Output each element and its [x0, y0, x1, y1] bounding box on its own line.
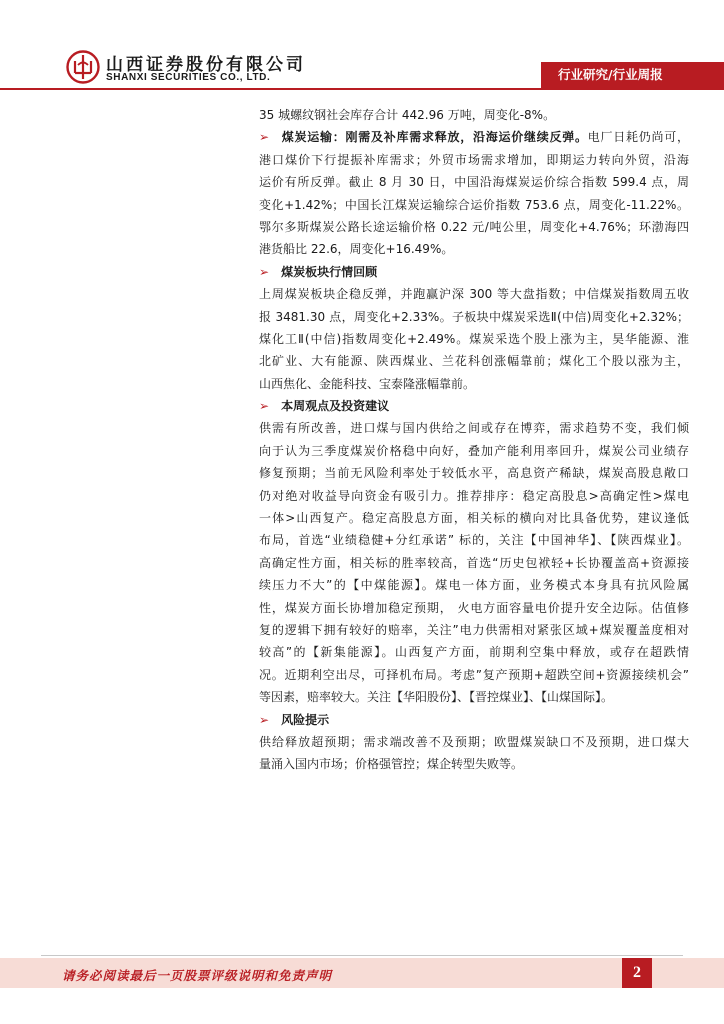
text-line: [259, 373, 689, 395]
text-line: [259, 529, 689, 551]
line-text: 高确定性方面，相关标的胜率较高，首选“历史包袱轻+长协覆盖高+资源接: [259, 555, 689, 570]
line-text: 报 3481.30 点，周变化+2.33%。子板块中煤炭采选Ⅱ(中信)周变化+2.32%；: [259, 309, 689, 324]
heading-text: 本周观点及投资建议: [281, 399, 390, 414]
bullet-arrow-icon: ➢: [259, 264, 270, 279]
line-text: 供给释放超预期；需求端改善不及预期；欧盟煤炭缺口不及预期，进口煤大: [259, 734, 689, 749]
company-name-en: SHANXI SECURITIES CO., LTD.: [106, 72, 271, 83]
line-text: 山西焦化、金能科技、宝泰隆涨幅靠前。: [259, 376, 476, 391]
text-line: [259, 753, 689, 775]
line-text: 性，煤炭方面长协增加稳定预期， 火电方面容量电价提升安全边际。估值修: [259, 600, 689, 615]
line-text: 北矿业、大有能源、陕西煤业、兰花科创涨幅靠前；煤化工个股以涨为主，: [259, 354, 689, 369]
text-line: [259, 417, 689, 439]
line-text: 复的逻辑下拥有较好的赔率，关注”电力供需相对紧张区域+煤炭覆盖度相对: [259, 622, 689, 637]
line-text: 布局，首选“业绩稳健+分红承诺” 标的，关注【中国神华】、【陕西煤业】。: [259, 533, 689, 548]
text-line: [259, 238, 689, 260]
section-heading: [259, 395, 689, 417]
text-line: [259, 597, 689, 619]
text-line: [259, 485, 689, 507]
footer-divider: [41, 955, 683, 956]
text-line: [259, 619, 689, 641]
header-divider: [0, 88, 724, 90]
bullet-arrow-icon: ➢: [259, 130, 270, 145]
text-line: [259, 126, 689, 148]
heading-text: 风险提示: [281, 712, 330, 727]
text-line: [259, 574, 689, 596]
text-line: [259, 216, 689, 238]
company-name-cn: 山西证券股份有限公司: [106, 55, 306, 75]
text-line: [259, 462, 689, 484]
line-text: 变化+1.42%；中国长江煤炭运输综合运价指数 753.6 点，周变化-11.22%。: [259, 197, 689, 212]
bullet-arrow-icon: ➢: [259, 399, 270, 414]
line-text: 较高”的【新集能源】。山西复产方面，前期利空集中释放，或存在超跌情: [259, 645, 689, 660]
line-text: 等因素，赔率较大。关注【华阳股份】、【晋控煤业】、【山煤国际】。: [259, 690, 614, 705]
line-text: 向于认为三季度煤炭价格稳中向好，叠加产能利用率回升，煤炭公司业绩存: [259, 443, 689, 458]
text-line: [259, 507, 689, 529]
section-heading: [259, 261, 689, 283]
line-text: 修复预期；当前无风险利率处于较低水平，高息资产稀缺，煤炭高股息敞口: [259, 466, 689, 481]
heading-text: 煤炭运输：刚需及补库需求释放，沿海运价继续反弹。: [281, 130, 588, 145]
line-text: 仍对绝对收益导向资金有吸引力。推荐排序：稳定高股息>高确定性>煤电: [259, 488, 689, 503]
text-line: [259, 194, 689, 216]
text-line: [259, 283, 689, 305]
report-type-tab: 行业研究/行业周报: [541, 62, 724, 88]
text-line: [259, 171, 689, 193]
footer-disclaimer: 请务必阅读最后一页股票评级说明和免责声明: [62, 968, 333, 983]
text-line: [259, 328, 689, 350]
text-line: [259, 149, 689, 171]
text-line: [259, 641, 689, 663]
line-text: 量涌入国内市场；价格强管控；煤企转型失败等。: [259, 757, 524, 772]
line-text: 一体>山西复产。稳定高股息方面，相关标的横向对比具备优势，建议逢低: [259, 511, 689, 526]
heading-text: 煤炭板块行情回顾: [281, 264, 378, 279]
line-text: 电厂日耗仍尚可，: [587, 130, 689, 145]
company-logo-icon: [66, 50, 100, 84]
line-text: 煤化工Ⅱ(中信)指数周变化+2.49%。煤炭采选个股上涨为主，昊华能源、淮: [259, 331, 689, 346]
line-text: 况。近期利空出尽，可择机布局。考虑”复产预期+超跌空间+资源接续机会”: [259, 667, 689, 682]
line-text: 35 城螺纹钢社会库存合计 442.96 万吨，周变化-8%。: [259, 108, 556, 122]
text-line: [259, 440, 689, 462]
line-text: 港货船比 22.6，周变化+16.49%。: [259, 242, 454, 257]
line-text: 运价有所反弹。截止 8 月 30 日，中国沿海煤炭运价综合指数 599.4 点，周: [259, 175, 689, 190]
line-text: 港口煤价下行提振补库需求；外贸市场需求增加，即期运力转向外贸，沿海: [259, 152, 689, 167]
text-line: [259, 664, 689, 686]
text-line: [259, 731, 689, 753]
line-text: 供需有所改善，进口煤与国内供给之间或存在博弈，需求趋势不变，我们倾: [259, 421, 689, 436]
text-line: [259, 552, 689, 574]
report-body: [259, 104, 689, 776]
text-line: [259, 350, 689, 372]
bullet-arrow-icon: ➢: [259, 712, 270, 727]
line-text: 上周煤炭板块企稳反弹，并跑赢沪深 300 等大盘指数；中信煤炭指数周五收: [259, 287, 689, 302]
line-text: 鄂尔多斯煤炭公路长途运输价格 0.22 元/吨公里，周变化+4.76%；环渤海四: [259, 219, 689, 234]
line-text: 续压力不大”的【中煤能源】。煤电一体方面，业务模式本身具有抗风险属: [259, 578, 689, 593]
page-header: [0, 0, 724, 100]
text-line: [259, 686, 689, 708]
text-line: [259, 104, 689, 126]
section-heading: [259, 709, 689, 731]
page-number: 2: [622, 958, 652, 988]
text-line: [259, 306, 689, 328]
